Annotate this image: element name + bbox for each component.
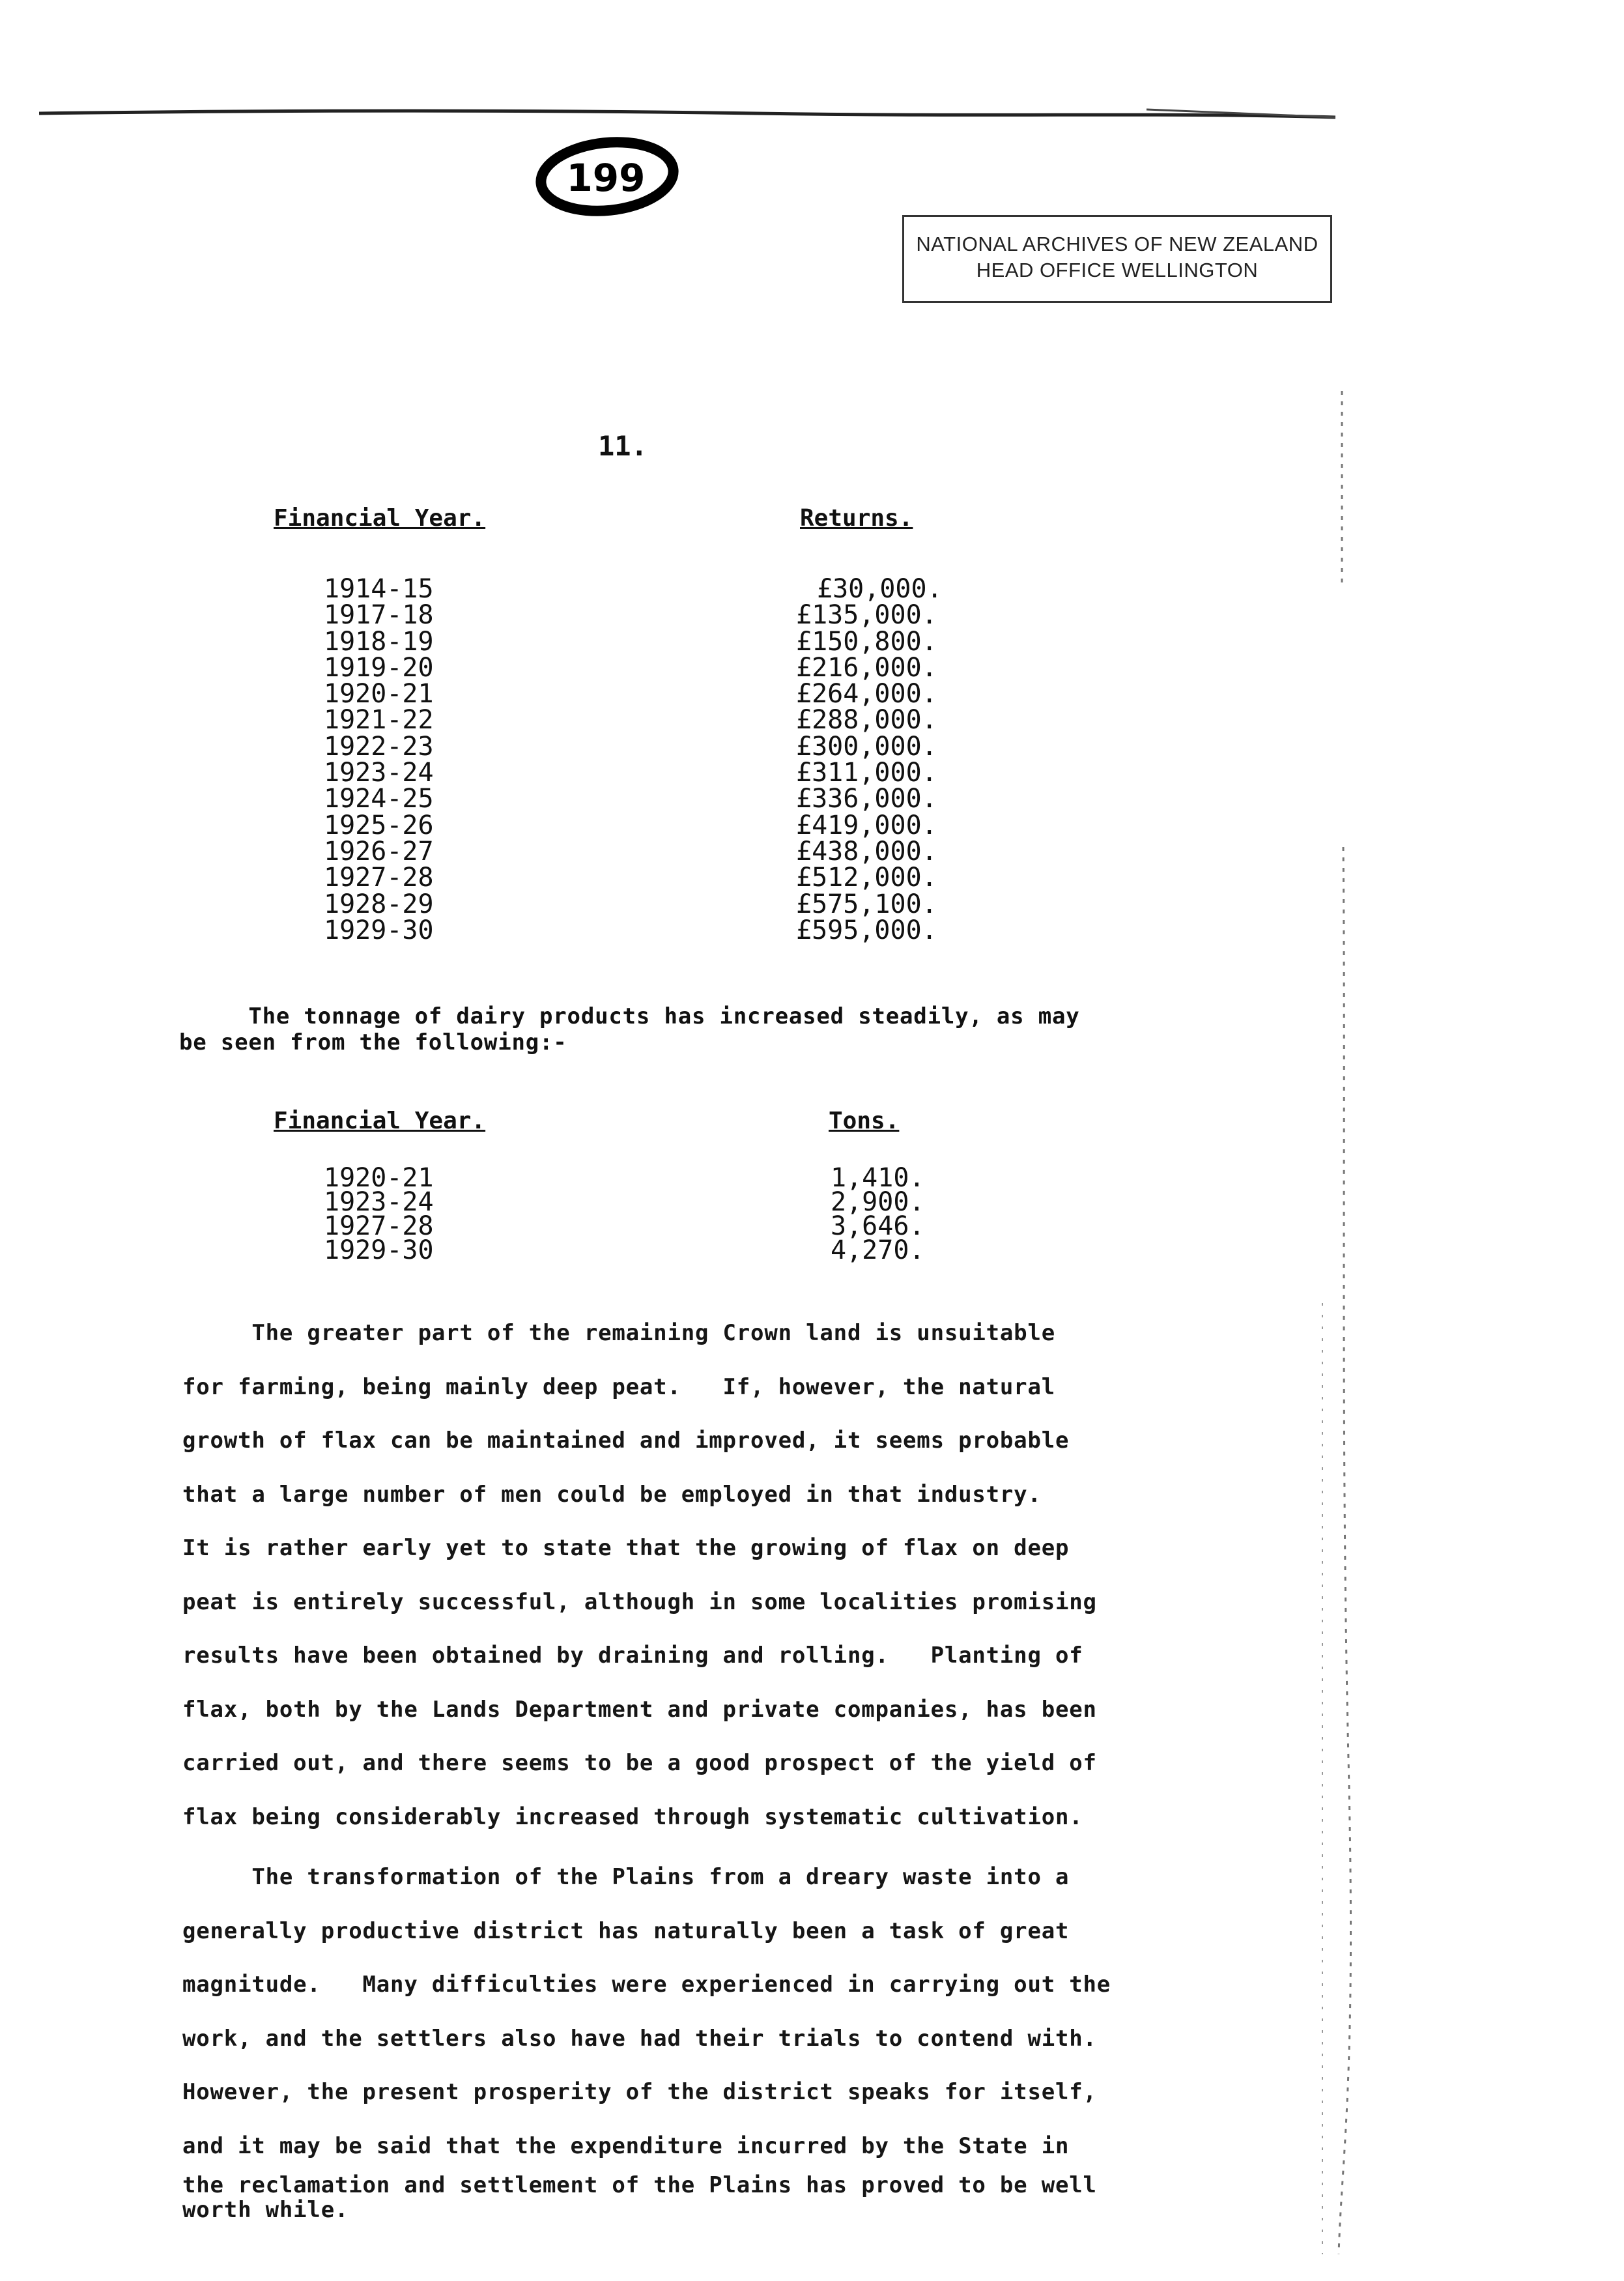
table-row: 1927-28: [324, 863, 434, 893]
archives-stamp-line1: NATIONAL ARCHIVES OF NEW ZEALAND: [916, 233, 1318, 255]
text-line: the reclamation and settlement of the Plains has proved to be well: [182, 2172, 1097, 2198]
table-row: 1924-25: [324, 784, 434, 814]
table-row: 1929-30: [324, 915, 434, 945]
text-line: peat is entirely successful, although in some localities promising: [182, 1588, 1097, 1615]
tons-year-column: [324, 1163, 434, 1265]
text-line: work, and the settlers also have had their trials to contend with.: [182, 2025, 1097, 2052]
text-line: that a large number of men could be employed in that industry.: [182, 1481, 1042, 1508]
text-line: However, the present prosperity of the district speaks for itself,: [182, 2079, 1097, 2105]
table-row: £288,000.: [796, 705, 937, 736]
page-number: 11.: [598, 430, 648, 462]
text-line: The greater part of the remaining Crown land is unsuitable: [182, 1320, 1055, 1346]
table-row: £595,000.: [796, 915, 937, 945]
text-line: flax being considerably increased through systematic cultivation.: [182, 1803, 1083, 1830]
text-line: generally productive district has naturally been a task of great: [182, 1917, 1070, 1944]
text-line: The transformation of the Plains from a dreary waste into a: [182, 1864, 1070, 1890]
scan-margin-shadow: [1303, 391, 1375, 2254]
tons-year-header: Financial Year.: [274, 1108, 486, 1134]
table-row: 1928-29: [324, 889, 434, 919]
table-row: 1923-24: [324, 758, 434, 788]
table-row: £135,000.: [796, 600, 937, 631]
returns-year-column: [324, 576, 434, 943]
returns-year-header: Financial Year.: [274, 505, 486, 532]
table-row: 3,646.: [831, 1211, 925, 1241]
table-row: 1923-24: [324, 1187, 434, 1217]
table-row: 1919-20: [324, 652, 434, 683]
tons-value-header: Tons.: [829, 1108, 900, 1134]
table-row: 1917-18: [324, 600, 434, 631]
table-row: £575,100.: [796, 889, 937, 919]
table-row: 1926-27: [324, 836, 434, 867]
table-row: 1914-15: [324, 574, 434, 604]
table-row: £30,000.: [817, 574, 943, 604]
table-row: 1925-26: [324, 810, 434, 840]
text-line: and it may be said that the expenditure incurred by the State in: [182, 2132, 1070, 2159]
text-line: flax, both by the Lands Department and private companies, has been: [182, 1696, 1097, 1723]
table-row: 1922-23: [324, 731, 434, 762]
text-line: magnitude. Many difficulties were experienced in carrying out the: [182, 1972, 1111, 1998]
tonnage-intro: [179, 1003, 1080, 1055]
table-row: £300,000.: [796, 731, 937, 762]
table-row: 1918-19: [324, 626, 434, 657]
paragraph-transformation: [182, 1850, 1290, 2222]
text-line: growth of flax can be maintained and improved, it seems probable: [182, 1427, 1070, 1454]
table-row: £419,000.: [796, 810, 937, 840]
table-row: 1,410.: [831, 1163, 925, 1193]
national-archives-stamp: [902, 215, 1332, 303]
table-row: 2,900.: [831, 1187, 925, 1217]
table-row: £336,000.: [796, 784, 937, 814]
table-row: £311,000.: [796, 758, 937, 788]
table-row: £512,000.: [796, 863, 937, 893]
archives-stamp-line2: HEAD OFFICE WELLINGTON: [976, 259, 1259, 281]
table-row: 1920-21: [324, 1163, 434, 1193]
returns-value-header: Returns.: [800, 505, 913, 532]
table-row: 1927-28: [324, 1211, 434, 1241]
table-row: £264,000.: [796, 679, 937, 710]
table-row: 4,270.: [831, 1235, 925, 1265]
table-row: 1921-22: [324, 705, 434, 736]
returns-value-column: [796, 576, 943, 943]
table-row: £216,000.: [796, 652, 937, 683]
scan-edge-line: [39, 98, 1335, 124]
svg-text:199: 199: [566, 156, 646, 200]
table-row: 1929-30: [324, 1235, 434, 1265]
text-line: The tonnage of dairy products has increased steadily, as may: [179, 1003, 1080, 1029]
table-row: 1920-21: [324, 679, 434, 710]
paragraph-flax: [182, 1306, 1290, 1844]
text-line: be seen from the following:-: [179, 1029, 567, 1055]
table-row: £150,800.: [796, 626, 937, 657]
table-row: £438,000.: [796, 836, 937, 867]
text-line: worth while.: [182, 2197, 349, 2223]
tons-value-column: [831, 1163, 925, 1265]
folio-number-stamp: [528, 134, 684, 218]
text-line: for farming, being mainly deep peat. If, however, the natural: [182, 1373, 1055, 1400]
text-line: results have been obtained by draining and rolling. Planting of: [182, 1643, 1083, 1669]
text-line: carried out, and there seems to be a good prospect of the yield of: [182, 1750, 1097, 1776]
text-line: It is rather early yet to state that the growing of flax on deep: [182, 1535, 1070, 1561]
